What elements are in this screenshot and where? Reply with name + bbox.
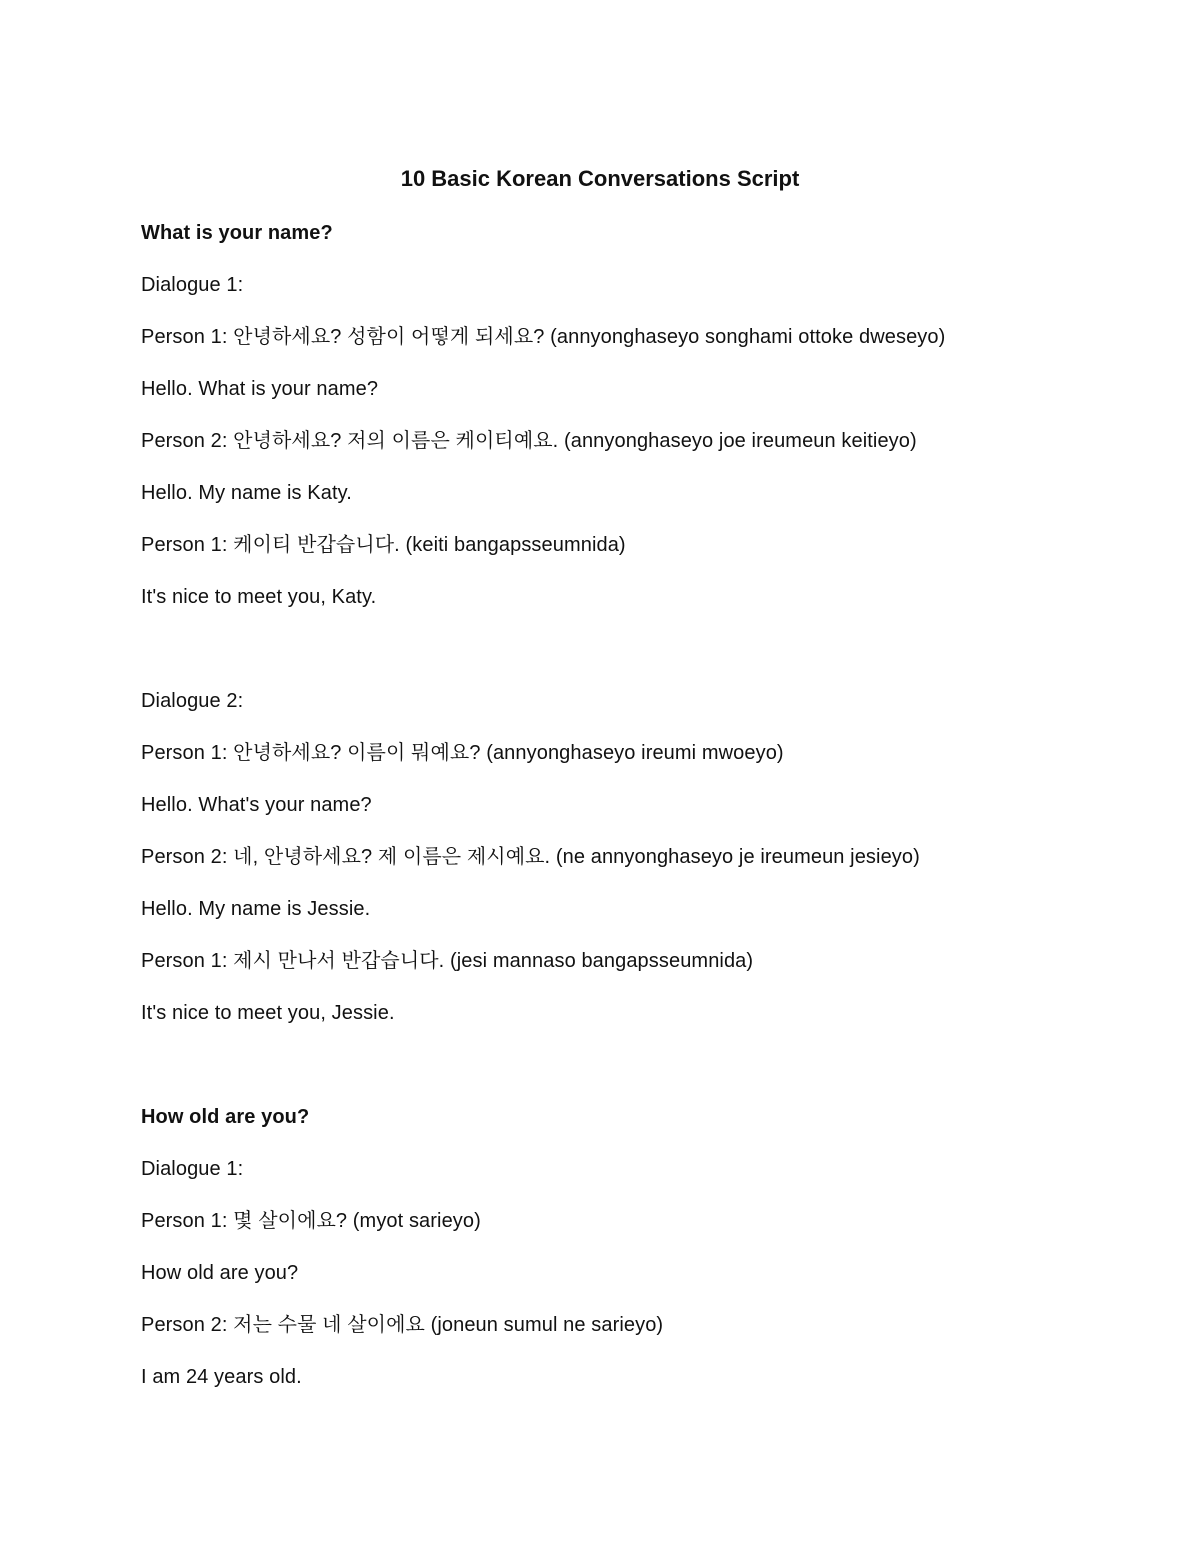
- dialogue-label: Dialogue 1:: [141, 1158, 244, 1180]
- dialogue-line: Hello. What is your name?: [141, 378, 379, 400]
- dialogue-line: It's nice to meet you, Jessie.: [141, 1002, 395, 1024]
- section-heading: What is your name?: [141, 222, 333, 244]
- dialogue-line: Person 1: 몇 살이에요? (myot sarieyo): [141, 1210, 481, 1232]
- dialogue-line: Hello. My name is Jessie.: [141, 898, 371, 920]
- section-heading: How old are you?: [141, 1106, 310, 1128]
- dialogue-line: How old are you?: [141, 1262, 299, 1284]
- dialogue-line: I am 24 years old.: [141, 1366, 302, 1388]
- dialogue-line: Person 1: 케이티 반갑습니다. (keiti bangapsseumnida): [141, 534, 626, 556]
- dialogue-line: Person 1: 제시 만나서 반갑습니다. (jesi mannaso bangapsseumnida): [141, 950, 754, 972]
- dialogue-line: Person 2: 저는 수물 네 살이에요 (joneun sumul ne sarieyo): [141, 1314, 664, 1336]
- dialogue-label: Dialogue 2:: [141, 690, 244, 712]
- dialogue-line: Person 1: 안녕하세요? 성함이 어떻게 되세요? (annyonghaseyo songhami ottoke dweseyo): [141, 326, 946, 348]
- dialogue-line: Hello. What's your name?: [141, 794, 372, 816]
- dialogue-label: Dialogue 1:: [141, 274, 244, 296]
- dialogue-line: Person 2: 네, 안녕하세요? 제 이름은 제시예요. (ne annyonghaseyo je ireumeun jesieyo): [141, 846, 920, 868]
- dialogue-line: It's nice to meet you, Katy.: [141, 586, 377, 608]
- dialogue-line: Person 2: 안녕하세요? 저의 이름은 케이티예요. (annyonghaseyo joe ireumeun keitieyo): [141, 430, 917, 452]
- dialogue-line: Person 1: 안녕하세요? 이름이 뭐예요? (annyonghaseyo ireumi mwoeyo): [141, 742, 784, 764]
- document-title: 10 Basic Korean Conversations Script: [400, 166, 800, 191]
- dialogue-line: Hello. My name is Katy.: [141, 482, 352, 504]
